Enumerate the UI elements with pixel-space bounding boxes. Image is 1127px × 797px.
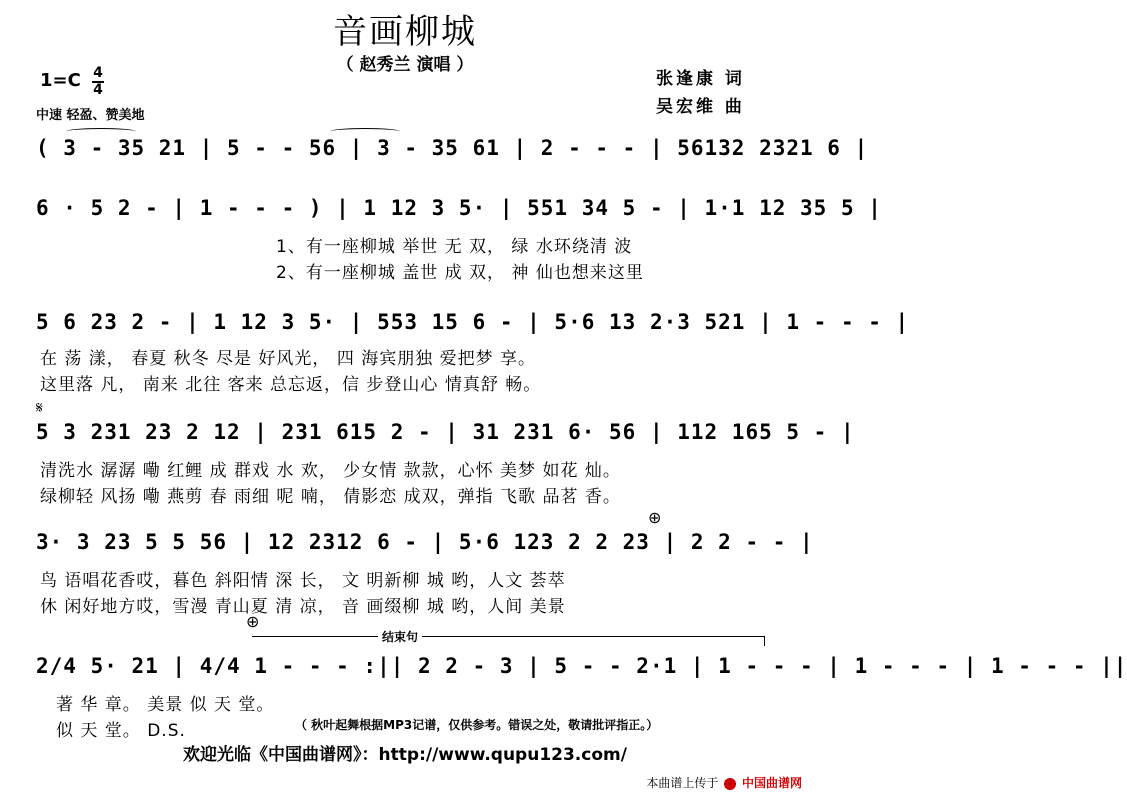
score-row-3-lyrics-2: 这里落 凡， 南来 北往 客来 总忘返，信 步登山心 情真舒 畅。	[40, 375, 542, 395]
lyricist-credit: 张逢康 词	[656, 69, 745, 89]
ending-bracket-line	[252, 636, 764, 637]
meter-top: 4	[93, 65, 103, 81]
score-row-5-notes: 3· 3 23 5 5 56 | 12 2312 6 - | 5·6 123 2 2 23 | 2 2 - - |	[36, 530, 814, 554]
score-row-2-notes: 6 · 5 2 - | 1 - - - ) | 1 12 3 5· | 551 34 5 - | 1·1 12 35 5 |	[36, 196, 882, 220]
tempo-marking: 中速 轻盈、赞美地	[36, 108, 145, 123]
meter-bottom: 4	[93, 82, 103, 98]
score-row-4-lyrics-1: 清洗水 潺潺 嘞 红鲤 成 群戏 水 欢， 少女情 款款，心怀 美梦 如花 灿。	[40, 461, 621, 481]
segno-mark: 𝄋	[36, 398, 43, 417]
time-signature	[92, 66, 104, 98]
welcome-line: 欢迎光临《中国曲谱网》：http://www.qupu123.com/	[183, 745, 627, 765]
score-row-4-notes: 5 3 231 23 2 12 | 231 615 2 - | 31 231 6· 56 | 112 165 5 - |	[36, 420, 855, 444]
transcription-note: （ 秋叶起舞根据MP3记谱，仅供参考。错误之处，敬请批评指正。）	[295, 718, 659, 732]
composer-credit: 吴宏维 曲	[656, 97, 745, 117]
score-row-5-lyrics-2: 休 闲好地方哎，雪漫 青山夏 清 凉， 音 画缀柳 城 哟，人间 美景	[40, 597, 566, 617]
slur-mark	[66, 128, 136, 135]
score-row-6-notes: 2/4 5· 21 | 4/4 1 - - - :|| 2 2 - 3 | 5 - - 2·1 | 1 - - - | 1 - - - | 1 - - - ||	[36, 654, 1127, 678]
upload-credit	[646, 774, 802, 791]
score-row-4-lyrics-2: 绿柳轻 风扬 嘞 燕剪 春 雨细 呢 喃， 倩影恋 成双，弹指 飞歌 品茗 香。	[40, 487, 621, 507]
upload-site: 中国曲谱网	[741, 776, 802, 790]
performer-subtitle: （ 赵秀兰 演唱 ）	[336, 55, 474, 75]
ending-label: 结束句	[378, 628, 422, 645]
score-row-2-lyrics-1: 1、有一座柳城 举世 无 双， 绿 水环绕清 波	[276, 237, 633, 257]
score-row-6-lyrics-1: 著 华 章。 美景 似 天 堂。	[56, 695, 275, 715]
page-title: 音画柳城	[333, 12, 477, 52]
site-logo-icon	[724, 778, 736, 790]
score-row-5-lyrics-1: 鸟 语唱花香哎，暮色 斜阳情 深 长， 文 明新柳 城 哟，人文 荟萃	[40, 571, 566, 591]
score-row-1-notes: ( 3 - 35 21 | 5 - - 56 | 3 - 35 61 | 2 - - - | 56132 2321 6 |	[36, 136, 869, 160]
key-signature: 1=C	[40, 70, 81, 91]
upload-prefix: 本曲谱上传于	[646, 776, 719, 790]
coda-mark-ending: ⊕	[246, 612, 260, 631]
score-row-2-lyrics-2: 2、有一座柳城 盖世 成 双， 神 仙也想来这里	[276, 263, 644, 283]
coda-mark: ⊕	[648, 508, 662, 527]
score-row-3-lyrics-1: 在 荡 漾， 春夏 秋冬 尽是 好风光， 四 海宾朋独 爱把梦 享。	[40, 349, 537, 369]
score-row-6-lyrics-2: 似 天 堂。 D.S.	[56, 721, 186, 741]
ending-bracket-end	[764, 636, 765, 646]
score-row-3-notes: 5 6 23 2 - | 1 12 3 5· | 553 15 6 - | 5·6 13 2·3 521 | 1 - - - |	[36, 310, 910, 334]
slur-mark	[330, 128, 400, 135]
